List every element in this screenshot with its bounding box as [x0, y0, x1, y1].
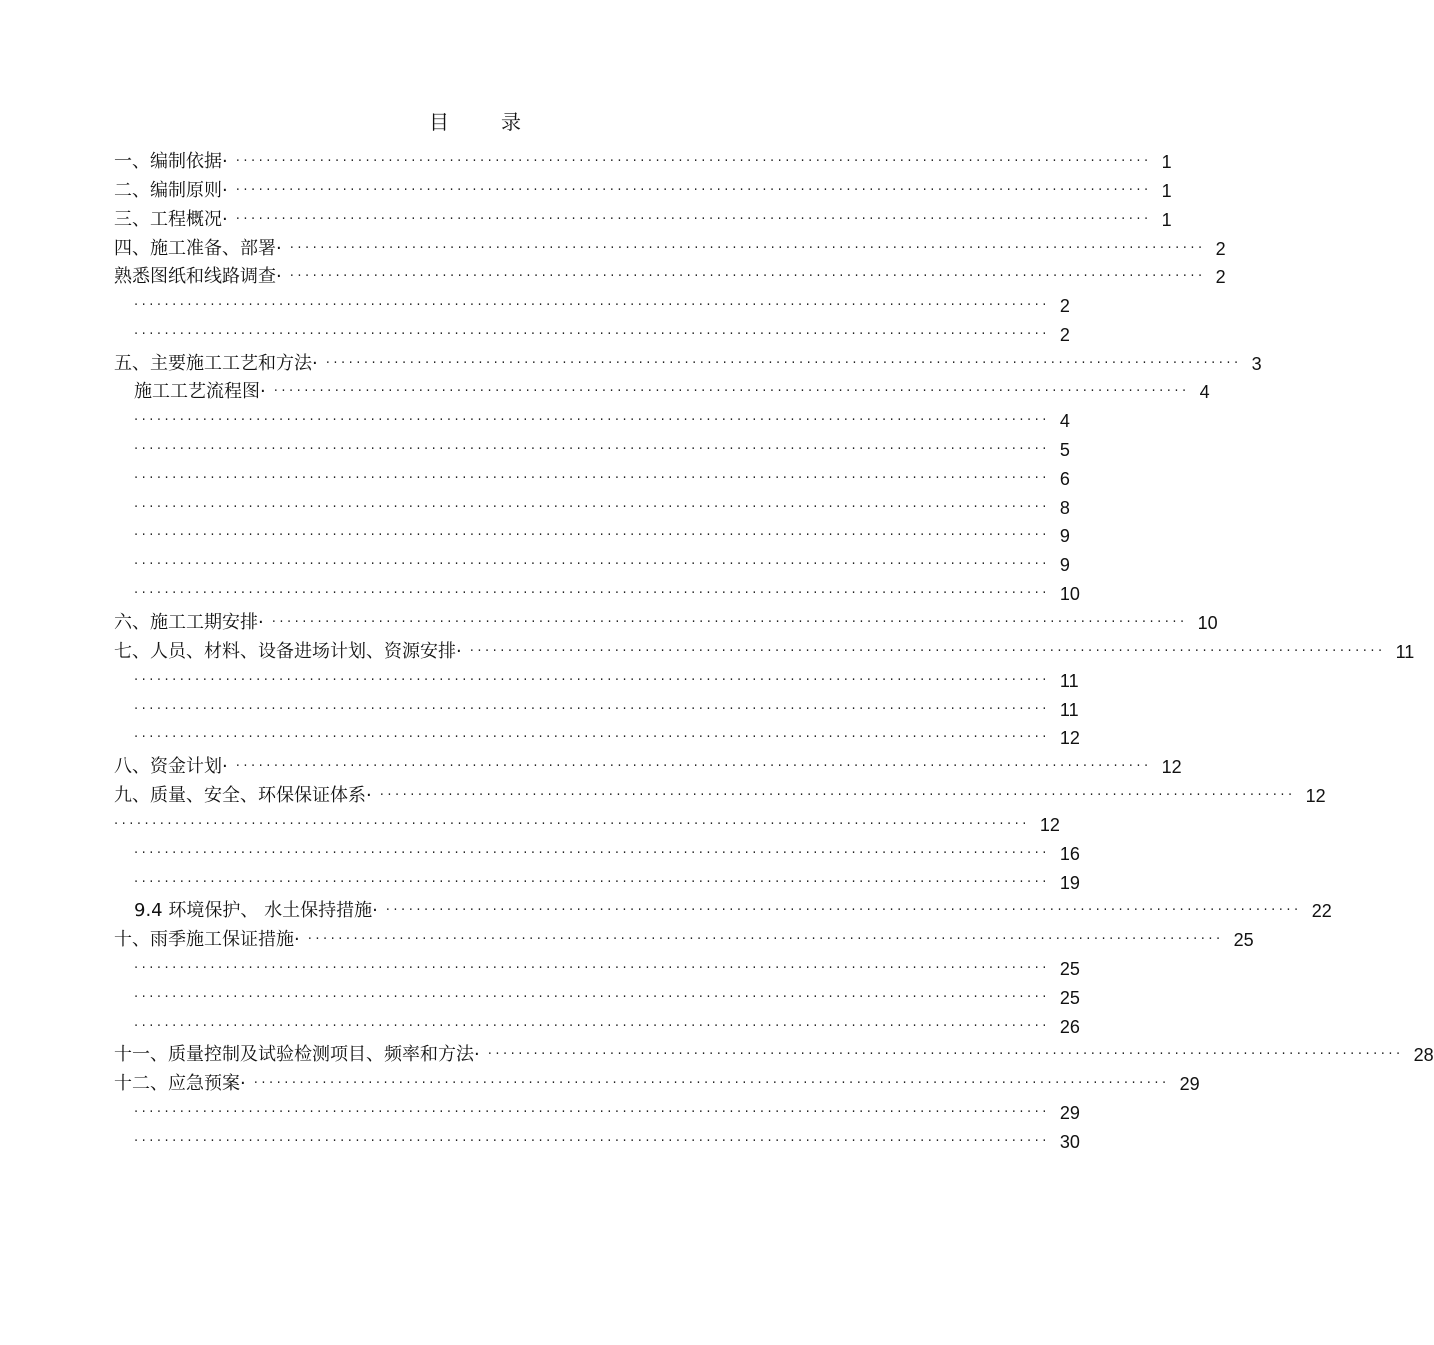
toc-entry-label: 施工工艺流程图· — [134, 381, 266, 402]
toc-entry — [134, 465, 1070, 493]
toc-entry-label: 十一、质量控制及试验检测项目、频率和方法· — [114, 1044, 480, 1065]
toc-entry — [134, 292, 1070, 320]
toc-entry — [114, 753, 1182, 781]
toc-entry-label: 四、施工准备、部署· — [114, 238, 282, 259]
toc-entry-label: 十、雨季施工保证措施· — [114, 929, 300, 950]
toc-entry-page-number: 25 — [1233, 930, 1254, 950]
toc-entry — [114, 235, 1226, 263]
toc-entry — [114, 177, 1172, 205]
toc-entry-page-number: 25 — [1059, 959, 1080, 979]
toc-entry-label: 一、编制依据· — [114, 151, 228, 172]
toc-entry-page-number: 11 — [1059, 671, 1079, 691]
toc-entry-page-number: 8 — [1059, 498, 1070, 518]
toc-entry — [134, 436, 1070, 464]
dot-leader: ························································································································ — [134, 846, 1050, 861]
toc-entry — [114, 350, 1262, 378]
toc-entry-page-number: 1 — [1161, 152, 1172, 172]
toc-entry-page-number: 1 — [1161, 181, 1172, 201]
dot-leader: ························································································································ — [487, 1047, 1404, 1062]
dot-leader: ························································································································ — [134, 673, 1050, 688]
toc-entry — [114, 148, 1172, 176]
dot-leader: ························································································································ — [289, 241, 1206, 256]
toc-entry — [114, 782, 1326, 810]
toc-entry — [134, 1099, 1080, 1127]
toc-entry-page-number: 29 — [1059, 1103, 1080, 1123]
dot-leader: ························································································································ — [325, 356, 1242, 371]
toc-entry — [134, 407, 1070, 435]
toc-entry-page-number: 16 — [1059, 844, 1080, 864]
dot-leader: ························································································································ — [134, 961, 1050, 976]
toc-entry-page-number: 2 — [1059, 296, 1070, 316]
toc-entry-page-number: 9 — [1059, 526, 1070, 546]
toc-entry-page-number: 9 — [1059, 555, 1070, 575]
dot-leader: ························································································································ — [271, 615, 1188, 630]
toc-entry — [134, 724, 1080, 752]
toc-entry-page-number: 12 — [1059, 728, 1080, 748]
toc-entry — [134, 696, 1079, 724]
toc-entry-label: 9.4 环境保护、 水土保持措施· — [134, 900, 378, 921]
toc-entry-page-number: 19 — [1059, 873, 1080, 893]
toc-entry-label: 十二、应急预案· — [114, 1073, 246, 1094]
toc-entry — [134, 667, 1079, 695]
toc-entry-label: 九、质量、安全、环保保证体系· — [114, 785, 372, 806]
toc-entry-page-number: 22 — [1311, 901, 1332, 921]
dot-leader: ························································································································ — [134, 1019, 1050, 1034]
toc-entry — [134, 1128, 1080, 1156]
dot-leader: ························································································································ — [134, 500, 1050, 515]
toc-entry-page-number: 25 — [1059, 988, 1080, 1008]
dot-leader: ························································································································ — [134, 990, 1050, 1005]
toc-entry-label: 六、施工工期安排· — [114, 612, 264, 633]
toc-entry-page-number: 2 — [1215, 239, 1226, 259]
dot-leader: ························································································································ — [134, 471, 1050, 486]
toc-entry-label: 二、编制原则· — [114, 180, 228, 201]
toc-entry — [134, 321, 1070, 349]
dot-leader: ························································································································ — [134, 875, 1050, 890]
dot-leader: ························································································································ — [289, 269, 1206, 284]
dot-leader: ························································································································ — [307, 932, 1224, 947]
toc-entry — [134, 840, 1080, 868]
toc-entry — [134, 522, 1070, 550]
toc-entry-page-number: 3 — [1251, 354, 1262, 374]
toc-entry — [114, 263, 1226, 291]
toc-entry — [134, 897, 1332, 925]
toc-entry-label: 七、人员、材料、设备进场计划、资源安排· — [114, 641, 462, 662]
toc-entry — [134, 378, 1210, 406]
dot-leader: ························································································································ — [385, 903, 1302, 918]
toc-entry — [114, 1070, 1200, 1098]
dot-leader: ························································································································ — [134, 298, 1050, 313]
toc-entry — [114, 1041, 1434, 1069]
toc-entry-page-number: 1 — [1161, 210, 1172, 230]
toc-entry-page-number: 10 — [1197, 613, 1218, 633]
toc-entry — [114, 811, 1060, 839]
dot-leader: ························································································································ — [379, 788, 1296, 803]
dot-leader: ························································································································ — [273, 384, 1190, 399]
toc-entry-page-number: 12 — [1305, 786, 1326, 806]
toc-title-char-2: 录 — [501, 110, 521, 134]
toc-entry-page-number: 12 — [1161, 757, 1182, 777]
dot-leader: ························································································································ — [134, 442, 1050, 457]
toc-entry-page-number: 6 — [1059, 469, 1070, 489]
toc-entry-label: 五、主要施工工艺和方法· — [114, 353, 318, 374]
dot-leader: ························································································································ — [235, 183, 1152, 198]
toc-entry-page-number: 2 — [1215, 267, 1226, 287]
toc-entry-page-number: 30 — [1059, 1132, 1080, 1152]
toc-entry — [114, 638, 1415, 666]
toc-entry — [134, 551, 1070, 579]
dot-leader: ························································································································ — [134, 528, 1050, 543]
toc-entry-page-number: 11 — [1395, 642, 1415, 662]
toc-entry — [114, 609, 1218, 637]
toc-entry-page-number: 10 — [1059, 584, 1080, 604]
dot-leader: ························································································································ — [235, 212, 1152, 227]
toc-entry — [134, 869, 1080, 897]
toc-entry — [114, 926, 1254, 954]
dot-leader: ························································································································ — [253, 1076, 1170, 1091]
toc-entry-page-number: 5 — [1059, 440, 1070, 460]
toc-entry — [134, 984, 1080, 1012]
toc-entry-page-number: 29 — [1179, 1074, 1200, 1094]
toc-entry-label: 三、工程概况· — [114, 209, 228, 230]
toc-entry — [134, 955, 1080, 983]
toc-entry-page-number: 11 — [1059, 700, 1079, 720]
dot-leader: ························································································································ — [134, 702, 1050, 717]
toc-entry-label: 八、资金计划· — [114, 756, 228, 777]
toc-entry — [114, 206, 1172, 234]
dot-leader: ························································································································ — [134, 557, 1050, 572]
toc-entry-page-number: 4 — [1059, 411, 1070, 431]
toc-entry — [134, 494, 1070, 522]
toc-entry-page-number: 12 — [1039, 815, 1060, 835]
dot-leader: ························································································································ — [134, 327, 1050, 342]
dot-leader: ························································································································ — [134, 586, 1050, 601]
dot-leader: ························································································································ — [235, 759, 1152, 774]
toc-entry-label: 熟悉图纸和线路调查· — [114, 266, 282, 287]
dot-leader: ························································································································ — [235, 154, 1152, 169]
toc-title — [0, 106, 950, 135]
toc-entry — [134, 580, 1080, 608]
toc-entry-page-number: 28 — [1413, 1045, 1434, 1065]
toc-title-char-1: 目 — [429, 110, 449, 134]
dot-leader: ························································································································ — [469, 644, 1386, 659]
dot-leader: ························································································································ — [134, 1134, 1050, 1149]
toc-entry — [134, 1013, 1080, 1041]
dot-leader: ························································································································ — [134, 1105, 1050, 1120]
dot-leader: ························································································································ — [134, 730, 1050, 745]
toc-entry-page-number: 2 — [1059, 325, 1070, 345]
toc-entry-page-number: 4 — [1199, 382, 1210, 402]
dot-leader: ························································································································ — [114, 817, 1030, 832]
toc-entry-page-number: 26 — [1059, 1017, 1080, 1037]
dot-leader: ························································································································ — [134, 413, 1050, 428]
